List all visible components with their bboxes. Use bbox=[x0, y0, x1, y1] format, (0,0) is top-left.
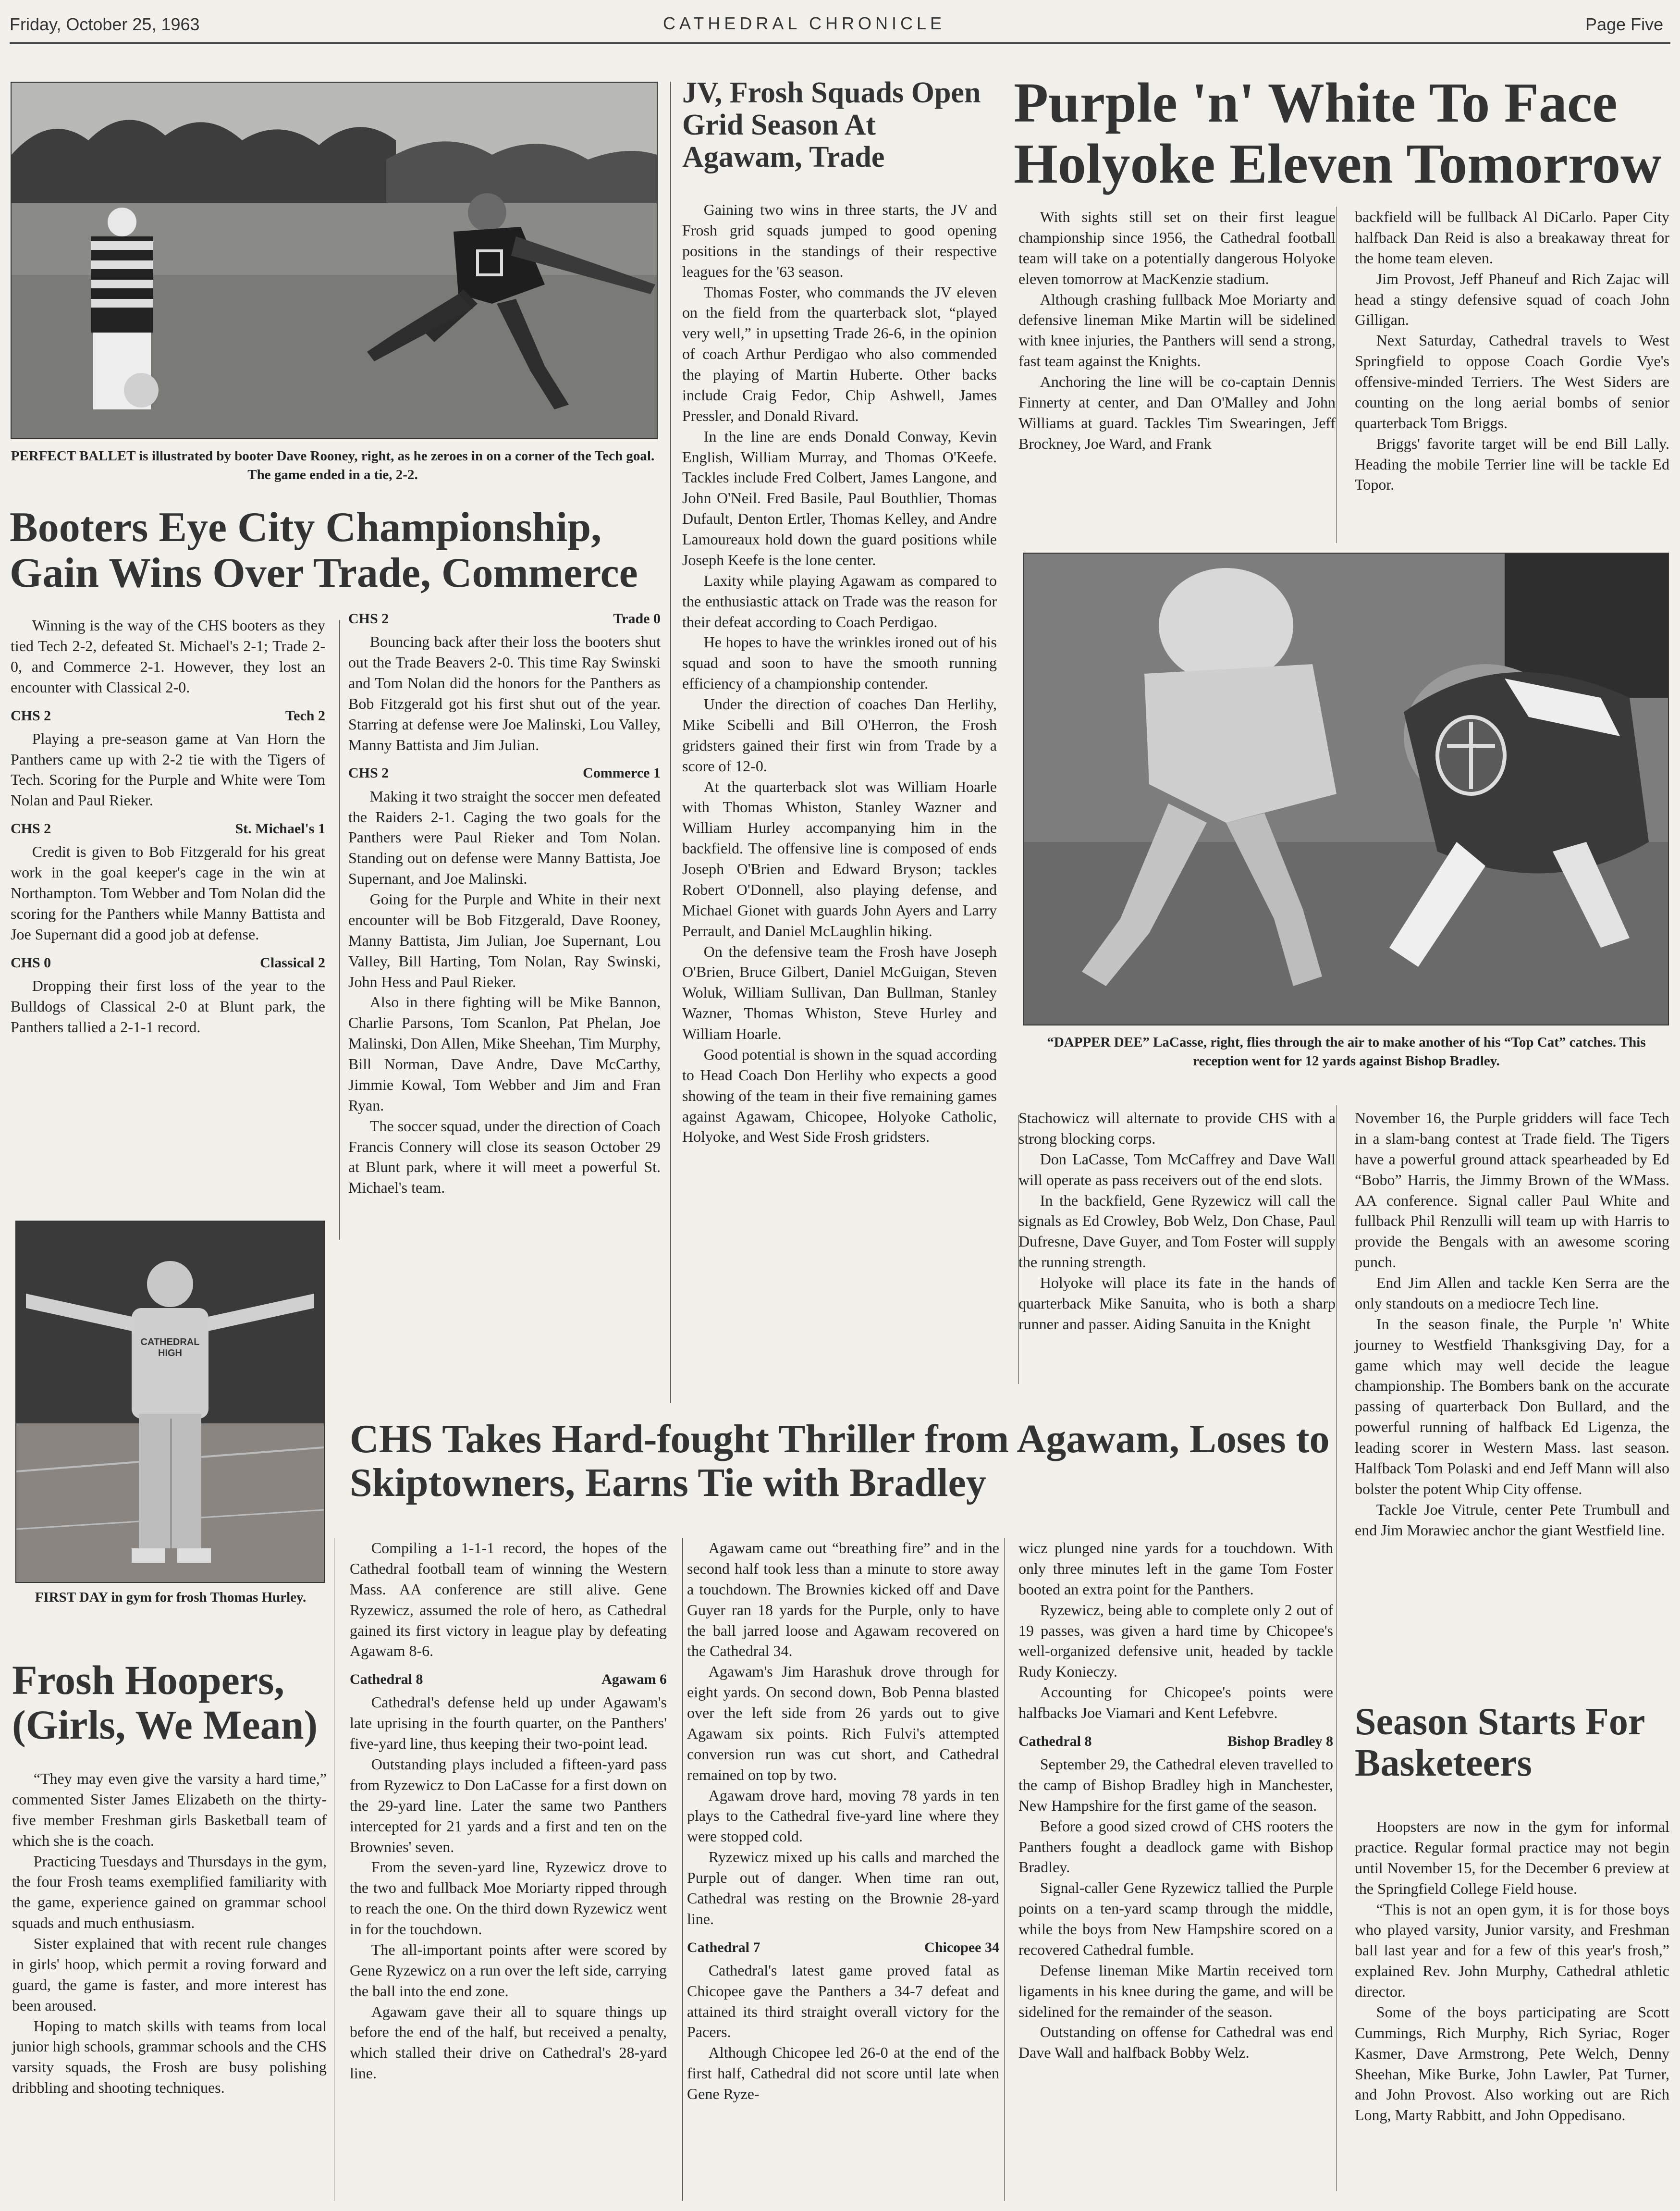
score-line bbox=[687, 1938, 999, 1957]
football-photo-caption: “DAPPER DEE” LaCasse, right, flies through the air to make another of his “Top Cat” catches. This reception went for 12 yards against Bishop Bradley. bbox=[1047, 1035, 1646, 1069]
frosh-headline: Frosh Hoopers, (Girls, We Mean) bbox=[12, 1657, 318, 1748]
paragraph: September 29, the Cathedral eleven travelled to the camp of Bishop Bradley high in Manchester, New Hampshire for the first game of the season. bbox=[1018, 1755, 1333, 1814]
paragraph: Under the direction of coaches Dan Herlihy, Mike Scibelli and Bill O'Herron, the Frosh gridsters gained their first win from Trade by a score of 12-0. bbox=[682, 695, 997, 775]
paragraph: Agawam's Jim Harashuk drove through for eight yards. On second down, Bob Penna blasted over the left side from 26 yards out to give Agawam six points. Rich Fulvi's attempted conversion run was cut short, and Cathedral remained on top by two. bbox=[687, 1663, 999, 1783]
paragraph: Defense lineman Mike Martin received torn ligaments in his knee during the game, and will be sidelined for the remainder of the season. bbox=[1018, 1961, 1333, 2020]
thriller-column-3 bbox=[1018, 1538, 1333, 2063]
score-line bbox=[350, 1670, 667, 1689]
paragraph: Hoopsters are now in the gym for informal practice. Regular formal practice may not begin until November 15, for the December 6 preview at the Springfield College Field house. bbox=[1355, 1818, 1669, 1897]
paragraph: Agawam gave their all to square things up before the end of the half, but received a penalty, which stalled their drive on Cathedral's 28-yard line. bbox=[350, 2002, 667, 2082]
paragraph: Cathedral's defense held up under Agawam's late uprising in the fourth quarter, on the Panthers' five-yard line, thus keeping their two-point lead. bbox=[350, 1693, 667, 1753]
shirt-lettering: CATHEDRAL HIGH bbox=[140, 1337, 200, 1359]
score-home: CHS 2 bbox=[11, 707, 51, 724]
paragraph: Although crashing fullback Moe Moriarty and defensive lineman Mike Martin will be sidelined with knee injuries, the Panthers will send a strong, fast team against the Knights. bbox=[1018, 290, 1336, 370]
paragraph: Cathedral's latest game proved fatal as Chicopee gave the Panthers a 34-7 defeat and attained its third straight overall victory for the Pacers. bbox=[687, 1961, 999, 2041]
score-away: Commerce 1 bbox=[583, 765, 661, 781]
gym-photo-caption: FIRST DAY in gym for frosh Thomas Hurley. bbox=[35, 1590, 307, 1605]
jv-article bbox=[682, 199, 997, 1147]
paragraph: Thomas Foster, who commands the JV eleven on the field from the quarterback slot, “played very well,” in upsetting Trade 26-6, in the opinion of coach Arthur Perdigao who also commended the playing of Martin Huberte. Other backs include Craig Fedor, Chip Ashwell, James Pressler, and Donald Rivard. bbox=[682, 283, 997, 424]
score-line bbox=[348, 609, 661, 629]
paragraph: Outstanding plays included a fifteen-yard pass from Ryzewicz to Don LaCasse for a first down on the 29-yard line. Later the same two Panthers intercepted for 21 yards and a first and ten on the Brownies' seven. bbox=[350, 1755, 667, 1855]
booters-column-2 bbox=[348, 609, 661, 1198]
paragraph: Anchoring the line will be co-captain Dennis Finnerty at center, and Dan O'Malley and John Williams at guard. Tackles Tim Swearingen, Jeff Brockney, Joe Ward, and Frank bbox=[1018, 373, 1336, 452]
paragraph: Some of the boys participating are Scott Cummings, Rich Murphy, Rich Syriac, Roger Kasmer, Dave Armstrong, Pete Welch, Denny Sheehan, Mike Burke, John Lawler, Pat Turner, and John Provost. Also working out are Rich Long, Marty Rabbitt, and John Oppedisano. bbox=[1355, 2003, 1669, 2124]
score-away: Trade 0 bbox=[613, 611, 661, 627]
paragraph: At the quarterback slot was William Hoarle with Thomas Whiston, Stanley Wazner and William Hurley accompanying him in the backfield. The offensive line is composed of ends Joseph O'Brien and Edward Bryson; tackles Robert O'Donnell, also playing defense, and Michael Gionet with guards John Ayers and Larry Perrault, and Daniel McLaughlin hiking. bbox=[682, 778, 997, 939]
score-home: CHS 2 bbox=[11, 821, 51, 837]
paragraph: End Jim Allen and tackle Ken Serra are the only standouts on a mediocre Tech line. bbox=[1355, 1274, 1669, 1312]
score-home: Cathedral 7 bbox=[687, 1939, 760, 1955]
paragraph: Jim Provost, Jeff Phaneuf and Rich Zajac will head a stingy defensive squad of coach John Gilligan. bbox=[1355, 270, 1669, 329]
column-rule bbox=[1004, 1538, 1005, 2201]
paragraph: Practicing Tuesdays and Thursdays in the gym, the four Frosh teams exemplified familiarity with the game, experience gained on grammar school squads and much enthusiasm. bbox=[12, 1852, 327, 1932]
paragraph: In the line are ends Donald Conway, Kevin English, William Murray, and Thomas O'Keefe. Tackles include Fred Colbert, James Langone, and John O'Neil. Fred Basile, Paul Bouthlier, Thomas Dufault, Denton Ertler, Thomas Kelley, and Andre Lamoureaux hold down the guard positions while Joseph Keefe is the lone center. bbox=[682, 427, 997, 568]
score-line bbox=[11, 953, 325, 973]
score-away: St. Michael's 1 bbox=[235, 821, 325, 837]
jv-headline: JV, Frosh Squads Open Grid Season At Agawam, Trade bbox=[682, 76, 981, 173]
soccer-photo bbox=[11, 82, 658, 439]
paragraph: Sister explained that with recent rule changes in girls' hoop, which permit a roving forward and guard, the game is faster, and more interest has been aroused. bbox=[12, 1935, 327, 2014]
paragraph: In the backfield, Gene Ryzewicz will call the signals as Ed Crowley, Bob Welz, Don Chase, Paul Dufresne, Dave Guyer, and Tom Foster will supply the running strength. bbox=[1018, 1191, 1336, 1271]
score-away: Agawam 6 bbox=[601, 1671, 667, 1688]
paragraph: Tackle Joe Vitrule, center Pete Trumbull and end Jim Morawiec anchor the giant Westfield line. bbox=[1355, 1500, 1669, 1539]
game-report: Credit is given to Bob Fitzgerald for his great work in the goal keeper's cage in the win at Northampton. Tom Webber and Tom Nolan did the scoring for the Panthers while Manny Battista and Joe Supernant did a good job at defense. bbox=[11, 843, 325, 943]
game-report: Bouncing back after their loss the booters shut out the Trade Beavers 2-0. This time Ray Swinski and Tom Nolan did the honors for the Panthers as Bob Fitzgerald got his first shut out of the year. Starring at defense were Joe Malinski, Lou Valley, Manny Battista and Jim Julian. bbox=[348, 633, 661, 753]
purple-column-4 bbox=[1355, 1108, 1669, 1540]
paragraph: Outstanding on offense for Cathedral was end Dave Wall and halfback Bobby Welz. bbox=[1018, 2023, 1333, 2062]
paragraph: In the season finale, the Purple 'n' White journey to Westfield Thanksgiving Day, for a game which may well decide the league championship. The Bombers bank on the accurate passing of quarterback Don Bullard, and the powerful running of halfback Ed Ligenza, the leading scorer in Western Mass. last season. Halfback Tom Polaski and end Jeff Mann will also bolster the potent Whip City offense. bbox=[1355, 1315, 1669, 1497]
masthead-rule bbox=[10, 42, 1670, 44]
purple-column-1 bbox=[1018, 207, 1336, 454]
paragraph: “They may even give the varsity a hard time,” commented Sister James Elizabeth on the thirty-five member Freshman girls Basketball team of which she is the coach. bbox=[12, 1770, 327, 1849]
score-home: CHS 0 bbox=[11, 954, 51, 971]
thriller-column-1 bbox=[350, 1538, 667, 2084]
score-line bbox=[1018, 1732, 1333, 1751]
paragraph: Briggs' favorite target will be end Bill Lally. Heading the mobile Terrier line will be tackle Ed Topor. bbox=[1355, 434, 1669, 494]
paragraph: Stachowicz will alternate to provide CHS with a strong blocking corps. bbox=[1018, 1109, 1336, 1147]
score-home: Cathedral 8 bbox=[350, 1671, 423, 1688]
column-rule bbox=[1336, 1105, 1337, 2191]
paragraph: With sights still set on their first league championship since 1956, the Cathedral football team will take on a potentially dangerous Holyoke eleven tomorrow at MacKenzie stadium. bbox=[1018, 208, 1336, 287]
paragraph: backfield will be fullback Al DiCarlo. Paper City halfback Dan Reid is also a breakaway threat for the home team eleven. bbox=[1355, 208, 1669, 267]
paragraph: Accounting for Chicopee's points were halfbacks Joe Viamari and Kent Lefebvre. bbox=[1018, 1683, 1333, 1721]
column-rule bbox=[339, 620, 340, 1240]
purple-column-2 bbox=[1355, 207, 1669, 495]
paragraph: Also in there fighting will be Mike Bannon, Charlie Parsons, Tom Scanlon, Pat Phelan, Joe Malinski, Don Allen, Mike Sheehan, Tim Murphy, Bill Norman, Dave Andre, Dave McCarthy, Jimmie Kowal, Tom Webber and Jim and Fran Ryan. bbox=[348, 993, 661, 1114]
thriller-headline: CHS Takes Hard-fought Thriller from Agawam, Loses to Skiptowners, Earns Tie with Bradley bbox=[350, 1417, 1330, 1505]
paragraph: November 16, the Purple gridders will face Tech in a slam-bang contest at Trade field. The Tigers have a powerful ground attack spearheaded by Ed “Bobo” Harris, the Jimmy Brown of the WMass. AA conference. Signal caller Paul White and fullback Phil Renzulli will team up with Harris to provide the Bengals with an awesome scoring punch. bbox=[1355, 1109, 1669, 1271]
paragraph: Hoping to match skills with teams from local junior high schools, grammar schools and the CHS varsity squads, the Frosh are busy polishing dribbling and shooting techniques. bbox=[12, 2017, 327, 2097]
paragraph: Don LaCasse, Tom McCaffrey and Dave Wall will operate as pass receivers out of the end slots. bbox=[1018, 1150, 1336, 1188]
paragraph: Holyoke will place its fate in the hands of quarterback Mike Sanuita, who is both a sharp runner and passer. Aiding Sanuita in the Knight bbox=[1018, 1274, 1336, 1333]
paragraph: Laxity while playing Agawam as compared to the enthusiastic attack on Trade was the reason for their defeat according to Coach Perdigao. bbox=[682, 571, 997, 630]
season-headline: Season Starts For Basketeers bbox=[1355, 1701, 1644, 1785]
score-home: CHS 2 bbox=[348, 611, 389, 627]
column-rule bbox=[682, 1538, 683, 2201]
thriller-column-2 bbox=[687, 1538, 999, 2104]
game-report: Playing a pre-season game at Van Horn the Panthers came up with 2-2 tie with the Tigers of Tech. Scoring for the Purple and White were Tom Nolan and Paul Rieker. bbox=[11, 729, 325, 809]
game-report: Making it two straight the soccer men defeated the Raiders 2-1. Caging the two goals for the Panthers were Paul Rieker and Tom Nolan. Standing out on defense were Manny Battista, Joe Supernant, and Joe Malinski. bbox=[348, 787, 661, 888]
paragraph: Compiling a 1-1-1 record, the hopes of the Cathedral football team of winning the Western Mass. AA conference are still alive. Gene Ryzewicz, assumed the role of hero, as Cathedral gained its first victory in league play by defeating Agawam 8-6. bbox=[350, 1539, 667, 1660]
paragraph: Agawam drove hard, moving 78 yards in ten plays to the Cathedral five-yard line where they were stopped cold. bbox=[687, 1786, 999, 1845]
score-away: Classical 2 bbox=[260, 954, 325, 971]
frosh-article bbox=[12, 1768, 327, 2098]
booters-column-1 bbox=[11, 615, 325, 1038]
paragraph: Although Chicopee led 26-0 at the end of the first half, Cathedral did not score until late when Gene Ryze- bbox=[687, 2044, 999, 2103]
paragraph: Before a good sized crowd of CHS rooters the Panthers fought a deadlock game with Bishop Bradley. bbox=[1018, 1817, 1333, 1876]
score-away: Chicopee 34 bbox=[924, 1939, 999, 1955]
season-article bbox=[1355, 1816, 1669, 2125]
gym-photo bbox=[15, 1221, 325, 1583]
column-rule bbox=[1336, 207, 1337, 543]
score-home: CHS 2 bbox=[348, 765, 389, 781]
football-photo bbox=[1023, 553, 1669, 1025]
score-line bbox=[11, 819, 325, 839]
purple-column-3 bbox=[1018, 1108, 1336, 1334]
paragraph: wicz plunged nine yards for a touchdown. With only three minutes left in the game Tom Foster booted an extra point for the Panthers. bbox=[1018, 1539, 1333, 1598]
paragraph: He hopes to have the wrinkles ironed out of his squad and soon to have the smooth running efficiency of a championship contender. bbox=[682, 633, 997, 692]
paragraph: Agawam came out “breathing fire” and in the second half took less than a minute to store away a touchdown. The Brownies kicked off and Dave Guyer ran 18 yards for the Purple, only to have the ball jarred loose and Agawam recovered on the Cathedral 34. bbox=[687, 1539, 999, 1660]
score-away: Bishop Bradley 8 bbox=[1227, 1733, 1333, 1749]
booters-intro: Winning is the way of the CHS booters as they tied Tech 2-2, defeated St. Michael's 2-1; Trade 2-0, and Commerce 2-1. However, they lost an encounter with Classical 2-0. bbox=[11, 617, 325, 696]
paragraph: Ryzewicz, being able to complete only 2 out of 19 passes, was given a hard time by Chicopee's well-organized defensive unit, headed by tackle Rudy Konieczy. bbox=[1018, 1601, 1333, 1680]
column-rule bbox=[670, 82, 671, 1403]
paragraph: Going for the Purple and White in their next encounter will be Bob Fitzgerald, Dave Rooney, Manny Battista, Jim Julian, Joe Supernant, Lou Valley, Bill Harting, Tom Nolan, Ray Swinski, John Hess and Paul Rieker. bbox=[348, 890, 661, 990]
paragraph: “This is not an open gym, it is for those boys who played varsity, Junior varsity, and Freshman ball last year and for a few of this year's frosh,” explained Rev. John Murphy, Cathedral athletic director. bbox=[1355, 1900, 1669, 2000]
booters-headline: Booters Eye City Championship, Gain Wins Over Trade, Commerce bbox=[10, 504, 638, 597]
paragraph: Good potential is shown in the squad according to Head Coach Don Herlihy who expects a good showing of the team in their five remaining games against Agawam, Chicopee, Holyoke Catholic, Holyoke, and West Side Frosh gridsters. bbox=[682, 1045, 997, 1146]
paragraph: Next Saturday, Cathedral travels to West Springfield to oppose Coach Gordie Vye's offensive-minded Terriers. The West Siders are counting on the long aerial bombs of senior quarterback Tom Briggs. bbox=[1355, 332, 1669, 432]
paragraph: Signal-caller Gene Ryzewicz tallied the Purple points on a ten-yard scamp through the middle, while the boys from New Hampshire scored on a recovered Cathedral fumble. bbox=[1018, 1879, 1333, 1958]
score-line bbox=[11, 706, 325, 726]
soccer-photo-caption: PERFECT BALLET is illustrated by booter Dave Rooney, right, as he zeroes in on a corner of the Tech goal. The game ended in a tie, 2-2. bbox=[11, 448, 655, 483]
issue-date: Friday, October 25, 1963 bbox=[10, 14, 200, 34]
paragraph: The all-important points after were scored by Gene Ryzewicz on a run over the left side, carrying the ball into the end zone. bbox=[350, 1940, 667, 2000]
paragraph: Ryzewicz mixed up his calls and marched the Purple out of danger. When time ran out, Cathedral was resting on the Brownie 28-yard line. bbox=[687, 1848, 999, 1927]
paper-name: CATHEDRAL CHRONICLE bbox=[663, 13, 946, 33]
paragraph: On the defensive team the Frosh have Joseph O'Brien, Bruce Gilbert, Daniel McGuigan, Steven Woluk, William Sullivan, Dan Bullman, Stanley Wazner, Thomas Whiston, Steve Hurley and William Hoarle. bbox=[682, 942, 997, 1042]
purple-headline: Purple 'n' White To Face Holyoke Eleven Tomorrow bbox=[1014, 71, 1662, 196]
score-line bbox=[348, 764, 661, 783]
paragraph: From the seven-yard line, Ryzewicz drove to the two and fullback Moe Moriarty ripped through to reach the one. On the third down Ryzewicz went in for the touchdown. bbox=[350, 1858, 667, 1938]
paragraph: Gaining two wins in three starts, the JV and Frosh grid squads jumped to good opening positions in the standings of their respective leagues for the '63 season. bbox=[682, 201, 997, 280]
page-number: Page Five bbox=[1585, 14, 1664, 34]
score-home: Cathedral 8 bbox=[1018, 1733, 1092, 1749]
paragraph: The soccer squad, under the direction of Coach Francis Connery will close its season October 29 at Blunt park, where it will meet a powerful St. Michael's team. bbox=[348, 1117, 661, 1197]
game-report: Dropping their first loss of the year to the Bulldogs of Classical 2-0 at Blunt park, the Panthers tallied a 2-1-1 record. bbox=[11, 976, 325, 1036]
score-away: Tech 2 bbox=[285, 707, 325, 724]
